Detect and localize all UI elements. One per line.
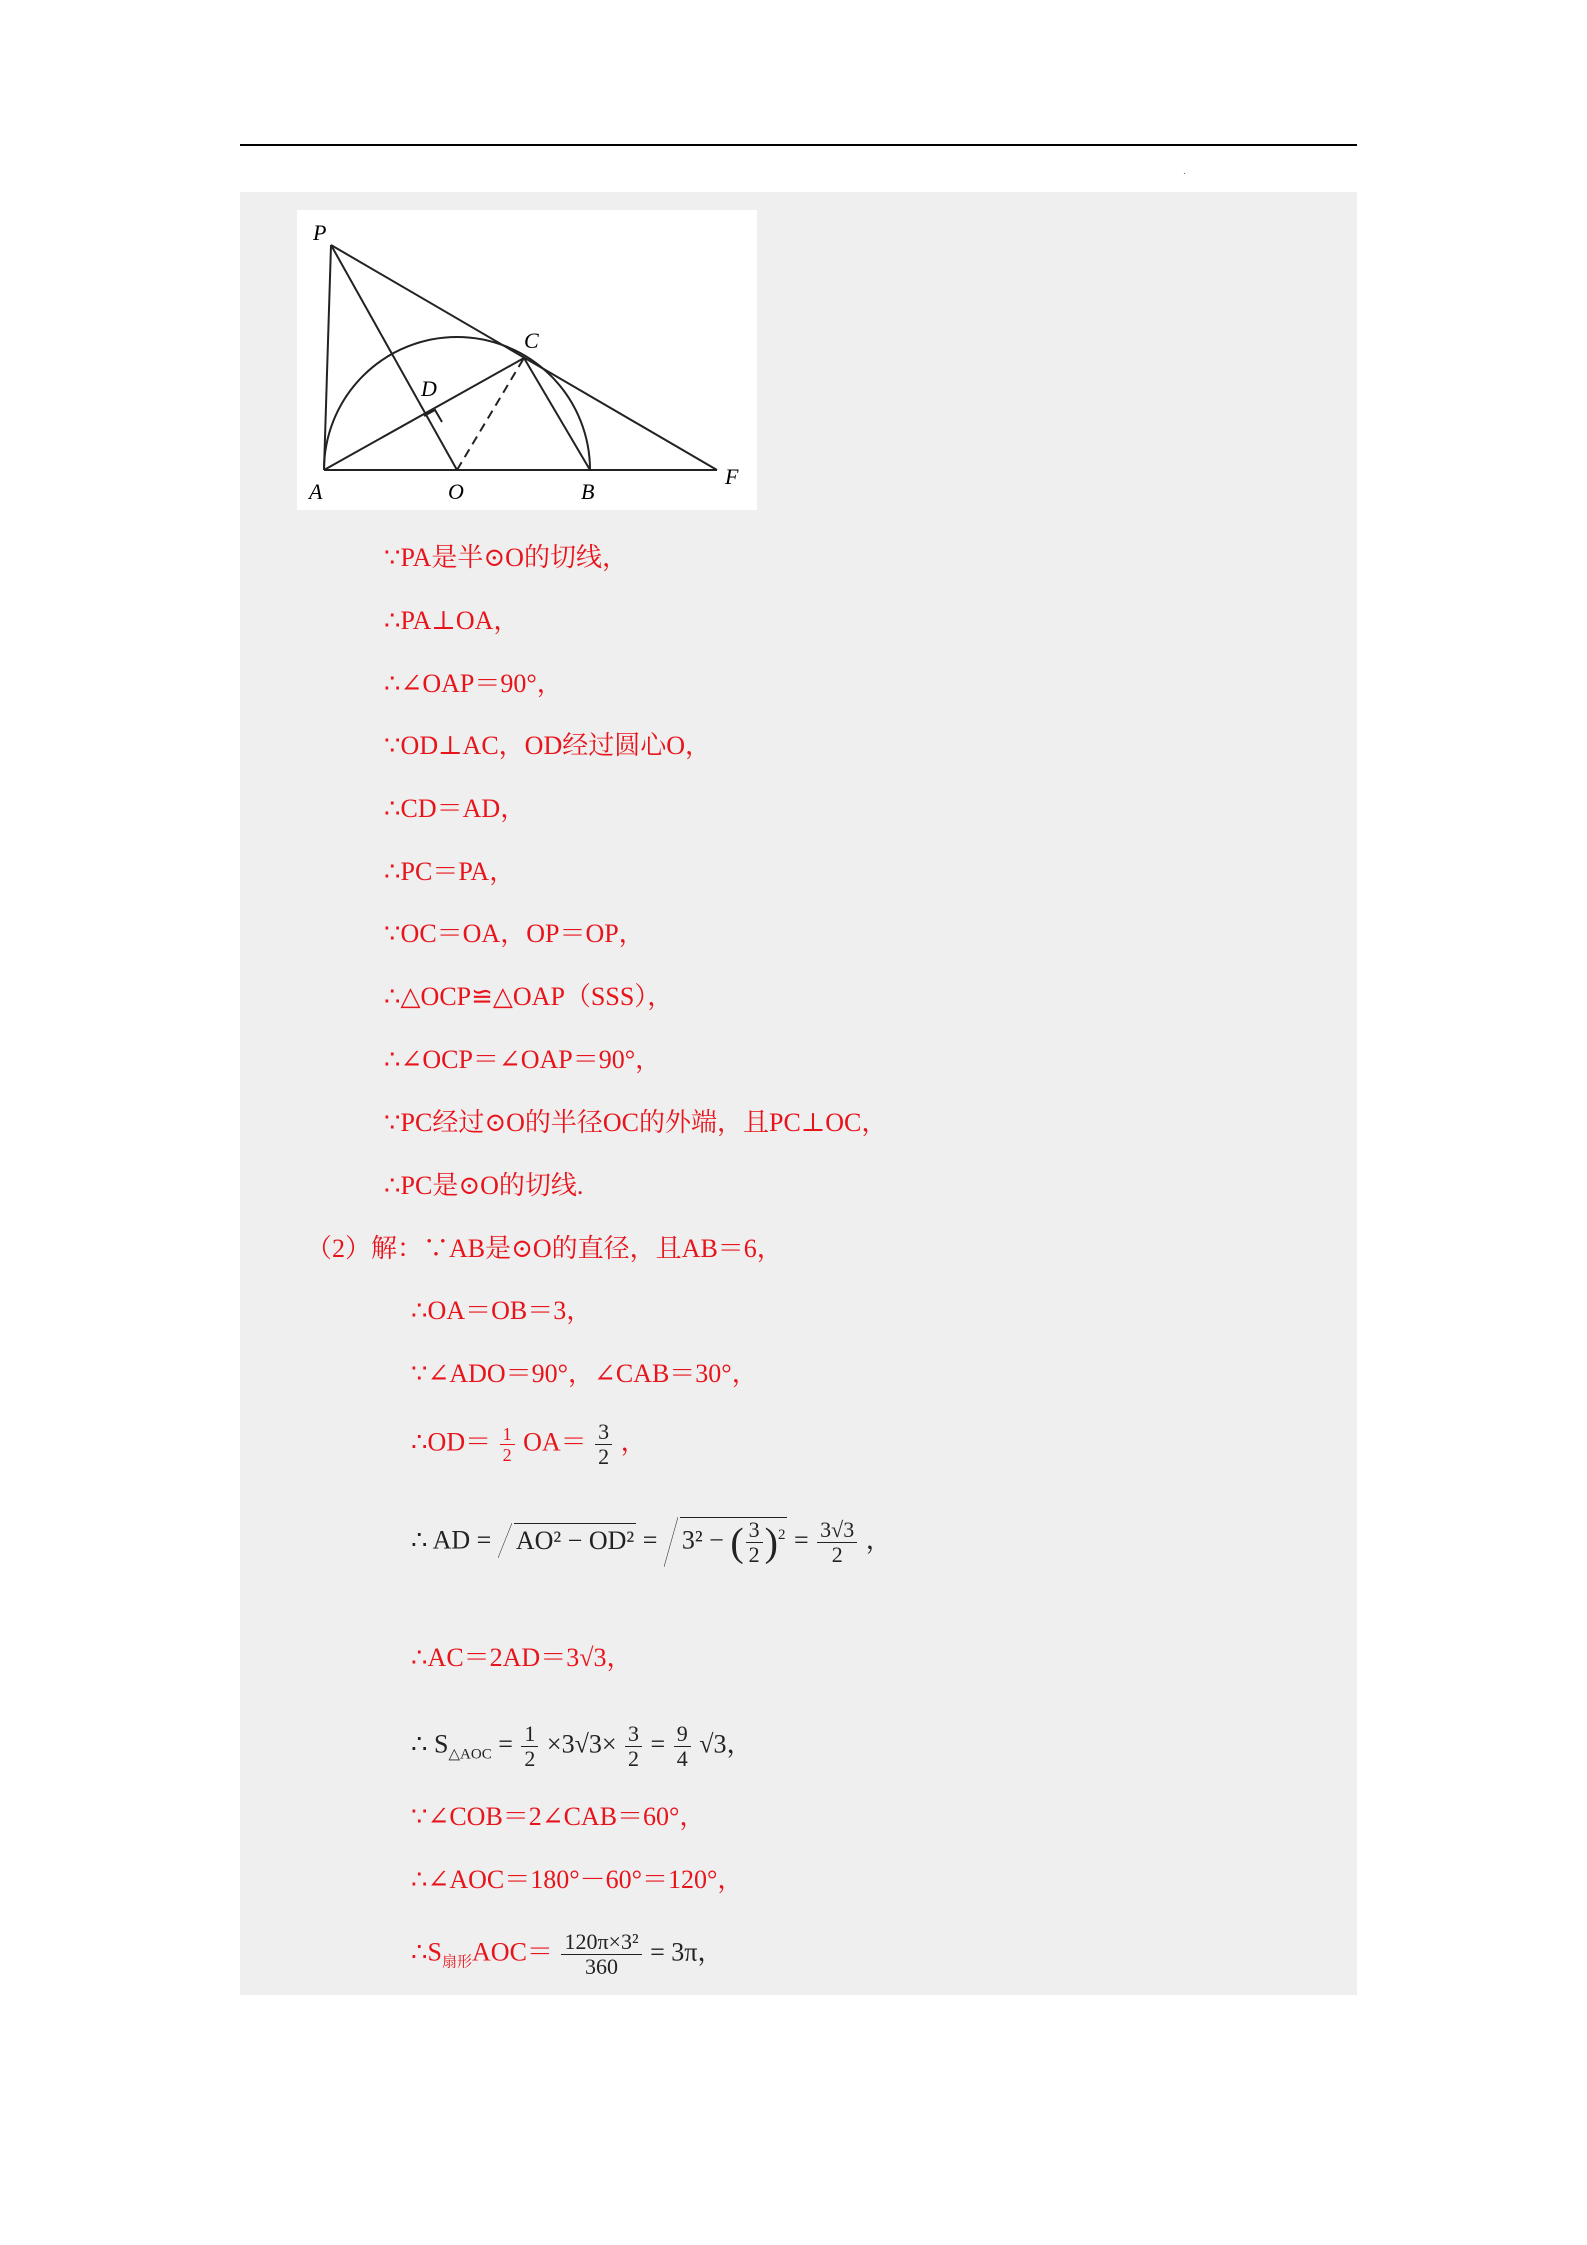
- area-eq: =: [498, 1729, 520, 1759]
- fraction-three-half: [595, 1420, 612, 1469]
- step-line-14: ∵∠ADO＝90°，∠CAB＝30°，: [411, 1359, 758, 1388]
- step-line-1: ∵PA是半⊙O的切线，: [384, 543, 628, 572]
- fraction-inner-den: 2: [748, 1542, 760, 1568]
- fraction-nine-quarter-num: 9: [674, 1722, 691, 1747]
- fraction-inner: [746, 1518, 763, 1567]
- fraction-sector: [561, 1930, 641, 1979]
- od-pre: ∴OD＝: [411, 1427, 492, 1457]
- label-d: D: [421, 376, 437, 401]
- step-line-2: ∴PA⊥OA，: [384, 606, 520, 635]
- radicand-pre: 3² −: [681, 1525, 731, 1555]
- step-line-18: [411, 1722, 752, 1772]
- fraction-area-half: [521, 1722, 538, 1771]
- fraction-area-three-half-den: 2: [628, 1746, 640, 1771]
- step-line-8: ∴△OCP≌△OAP（SSS），: [384, 982, 674, 1011]
- line-cb: [524, 358, 590, 470]
- fraction-area-three-half: [625, 1722, 642, 1771]
- step-line-13: ∴OA＝OB＝3，: [411, 1296, 593, 1325]
- line-ac: [324, 358, 524, 470]
- step-line-5: ∴CD＝AD，: [384, 794, 527, 823]
- label-c: C: [524, 328, 539, 353]
- ad-pre: ∴ AD =: [411, 1525, 498, 1555]
- step-line-4: ∵OD⊥AC，OD经过圆心O，: [384, 731, 711, 760]
- area-eq2: =: [650, 1729, 672, 1759]
- fraction-sector-num: 120π×3²: [561, 1930, 641, 1955]
- fraction-ad-num: 3√3: [817, 1518, 857, 1543]
- step-line-21: [411, 1930, 723, 1980]
- step-line-10: ∵PC经过⊙O的半径OC的外端，且PC⊥OC，: [384, 1108, 888, 1137]
- step-line-7: ∵OC＝OA，OP＝OP，: [384, 919, 645, 948]
- od-end: ，: [620, 1427, 647, 1457]
- step-line-3: ∴∠OAP＝90°，: [384, 669, 563, 698]
- fraction-three-half-den: 2: [598, 1444, 610, 1469]
- fraction-three-half-num: 3: [595, 1420, 612, 1445]
- area-pre: ∴ S: [411, 1729, 449, 1759]
- geometry-diagram: [297, 210, 757, 510]
- label-f: F: [725, 464, 739, 489]
- line-oc-dashed: [457, 358, 524, 470]
- paren-close: ): [764, 1519, 778, 1565]
- fraction-area-half-den: 2: [524, 1746, 536, 1771]
- step-line-6: ∴PC＝PA，: [384, 857, 516, 886]
- label-a: A: [309, 479, 323, 504]
- fraction-half-num: 1: [500, 1424, 515, 1445]
- area-mul: ×3√3×: [546, 1729, 617, 1759]
- header-rule: [240, 144, 1357, 146]
- paren-open: (: [730, 1519, 744, 1565]
- step-line-16: [411, 1517, 892, 1567]
- sector-eq: = 3π，: [650, 1937, 724, 1967]
- sqrt-three-sq: [664, 1517, 788, 1567]
- fraction-half: [500, 1424, 515, 1465]
- sector-sub: 扇形: [442, 1954, 473, 1971]
- sqrt-ao-od: [498, 1523, 636, 1558]
- line-po: [331, 245, 457, 470]
- step-line-19: ∵∠COB＝2∠CAB＝60°，: [411, 1802, 706, 1831]
- sqrt-ao-od-radicand: AO² − OD²: [514, 1523, 636, 1558]
- fraction-ad-den: 2: [831, 1542, 843, 1568]
- label-b: B: [581, 479, 595, 504]
- ad-eq: =: [642, 1525, 664, 1555]
- fraction-ad-result: [817, 1518, 857, 1567]
- fraction-inner-num: 3: [746, 1518, 763, 1543]
- header-dot: .: [1183, 166, 1186, 177]
- step-line-17: ∴AC＝2AD＝3√3，: [411, 1643, 633, 1672]
- sector-mid: AOC＝: [472, 1937, 553, 1967]
- fraction-half-den: 2: [502, 1445, 512, 1465]
- ad-end: ，: [865, 1525, 892, 1555]
- step-line-9: ∴∠OCP＝∠OAP＝90°，: [384, 1045, 662, 1074]
- od-mid: OA＝: [523, 1427, 587, 1457]
- square-exponent: 2: [777, 1527, 786, 1543]
- fraction-nine-quarter: [674, 1722, 691, 1771]
- fraction-nine-quarter-den: 4: [676, 1746, 688, 1771]
- step-line-11: ∴PC是⊙O的切线.: [384, 1171, 584, 1200]
- area-end: √3，: [699, 1729, 753, 1759]
- sqrt-three-sq-radicand: [680, 1517, 788, 1567]
- step-line-15: [411, 1420, 647, 1469]
- label-o: O: [448, 479, 464, 504]
- fraction-area-half-num: 1: [521, 1722, 538, 1747]
- fraction-sector-den: 360: [585, 1954, 618, 1979]
- geometry-figure: [297, 210, 757, 510]
- step-line-20: ∴∠AOC＝180°－60°＝120°，: [411, 1865, 744, 1894]
- fraction-area-three-half-num: 3: [625, 1722, 642, 1747]
- line-pf: [331, 245, 717, 470]
- label-p: P: [313, 220, 327, 245]
- area-sub: △AOC: [448, 1746, 492, 1763]
- ad-eq2: =: [793, 1525, 816, 1555]
- part-2-heading: （2）解：∵AB是⊙O的直径，且AB＝6，: [306, 1234, 783, 1263]
- sector-pre: ∴S: [411, 1937, 443, 1967]
